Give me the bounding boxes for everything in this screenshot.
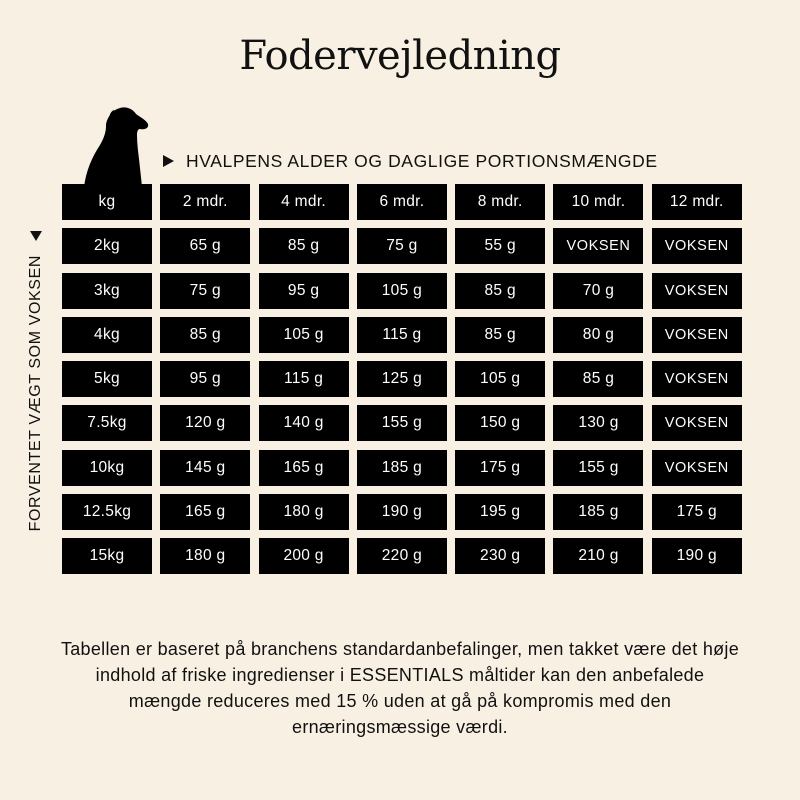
table-cell-portion: VOKSEN: [652, 317, 742, 353]
table-cell-portion: 120 g: [160, 405, 250, 441]
table-cell-portion: 75 g: [160, 273, 250, 309]
table-cell-portion: 85 g: [455, 273, 545, 309]
table-cell-portion: 80 g: [553, 317, 643, 353]
table-header-age: 4 mdr.: [259, 184, 349, 220]
table-cell-portion: 145 g: [160, 450, 250, 486]
table-cell-portion: 190 g: [652, 538, 742, 574]
table-row-weight: 4kg: [62, 317, 152, 353]
table-header-weight: kg: [62, 184, 152, 220]
page-title: Fodervejledning: [239, 33, 561, 79]
triangle-right-icon: [163, 155, 174, 167]
table-cell-portion: 115 g: [259, 361, 349, 397]
table-cell-portion: 95 g: [160, 361, 250, 397]
table-cell-portion: VOKSEN: [652, 361, 742, 397]
table-cell-portion: 65 g: [160, 228, 250, 264]
table-cell-portion: 85 g: [553, 361, 643, 397]
table-cell-portion: 220 g: [357, 538, 447, 574]
triangle-down-icon: [30, 231, 42, 241]
table-cell-portion: 185 g: [553, 494, 643, 530]
table-cell-portion: VOKSEN: [652, 228, 742, 264]
table-cell-portion: 195 g: [455, 494, 545, 530]
table-cell-portion: 95 g: [259, 273, 349, 309]
age-header: [163, 150, 658, 172]
feeding-table: [62, 184, 744, 574]
table-cell-portion: 85 g: [259, 228, 349, 264]
table-cell-portion: 165 g: [160, 494, 250, 530]
table-cell-portion: VOKSEN: [553, 228, 643, 264]
weight-axis: [24, 231, 48, 531]
table-cell-portion: 155 g: [357, 405, 447, 441]
table-cell-portion: 105 g: [259, 317, 349, 353]
table-cell-portion: 115 g: [357, 317, 447, 353]
table-cell-portion: 165 g: [259, 450, 349, 486]
table-cell-portion: 210 g: [553, 538, 643, 574]
table-header-age: 12 mdr.: [652, 184, 742, 220]
table-cell-portion: VOKSEN: [652, 450, 742, 486]
table-cell-portion: 150 g: [455, 405, 545, 441]
table-cell-portion: 200 g: [259, 538, 349, 574]
table-cell-portion: VOKSEN: [652, 405, 742, 441]
footnote: Tabellen er baseret på branchens standardanbefalinger, men takket være det høje indhold af friske ingredienser i ESSENTIALS måltider kan den anbefalede mængde reduceres med 15 % uden at gå på kompromis med den ernæringsmæssige værdi.: [60, 639, 740, 737]
weight-axis-label: FORVENTET VÆGT SOM VOKSEN: [27, 255, 44, 532]
table-cell-portion: 130 g: [553, 405, 643, 441]
table-cell-portion: 190 g: [357, 494, 447, 530]
table-cell-portion: 85 g: [455, 317, 545, 353]
table-cell-portion: 105 g: [455, 361, 545, 397]
table-row-weight: 5kg: [62, 361, 152, 397]
table-cell-portion: 175 g: [455, 450, 545, 486]
table-header-age: 8 mdr.: [455, 184, 545, 220]
table-cell-portion: 230 g: [455, 538, 545, 574]
table-cell-portion: 70 g: [553, 273, 643, 309]
table-header-age: 2 mdr.: [160, 184, 250, 220]
table-row-weight: 15kg: [62, 538, 152, 574]
table-cell-portion: 85 g: [160, 317, 250, 353]
table-row-weight: 7.5kg: [62, 405, 152, 441]
table-cell-portion: 55 g: [455, 228, 545, 264]
table-cell-portion: VOKSEN: [652, 273, 742, 309]
table-cell-portion: 105 g: [357, 273, 447, 309]
table-cell-portion: 185 g: [357, 450, 447, 486]
table-cell-portion: 175 g: [652, 494, 742, 530]
table-row-weight: 3kg: [62, 273, 152, 309]
table-cell-portion: 155 g: [553, 450, 643, 486]
table-cell-portion: 180 g: [160, 538, 250, 574]
dog-silhouette-icon: [84, 107, 152, 187]
table-cell-portion: 125 g: [357, 361, 447, 397]
table-row-weight: 12.5kg: [62, 494, 152, 530]
age-header-label: HVALPENS ALDER OG DAGLIGE PORTIONSMÆNGDE: [186, 150, 658, 171]
table-cell-portion: 180 g: [259, 494, 349, 530]
table-header-age: 10 mdr.: [553, 184, 643, 220]
table-cell-portion: 140 g: [259, 405, 349, 441]
table-header-age: 6 mdr.: [357, 184, 447, 220]
table-row-weight: 10kg: [62, 450, 152, 486]
table-cell-portion: 75 g: [357, 228, 447, 264]
table-row-weight: 2kg: [62, 228, 152, 264]
